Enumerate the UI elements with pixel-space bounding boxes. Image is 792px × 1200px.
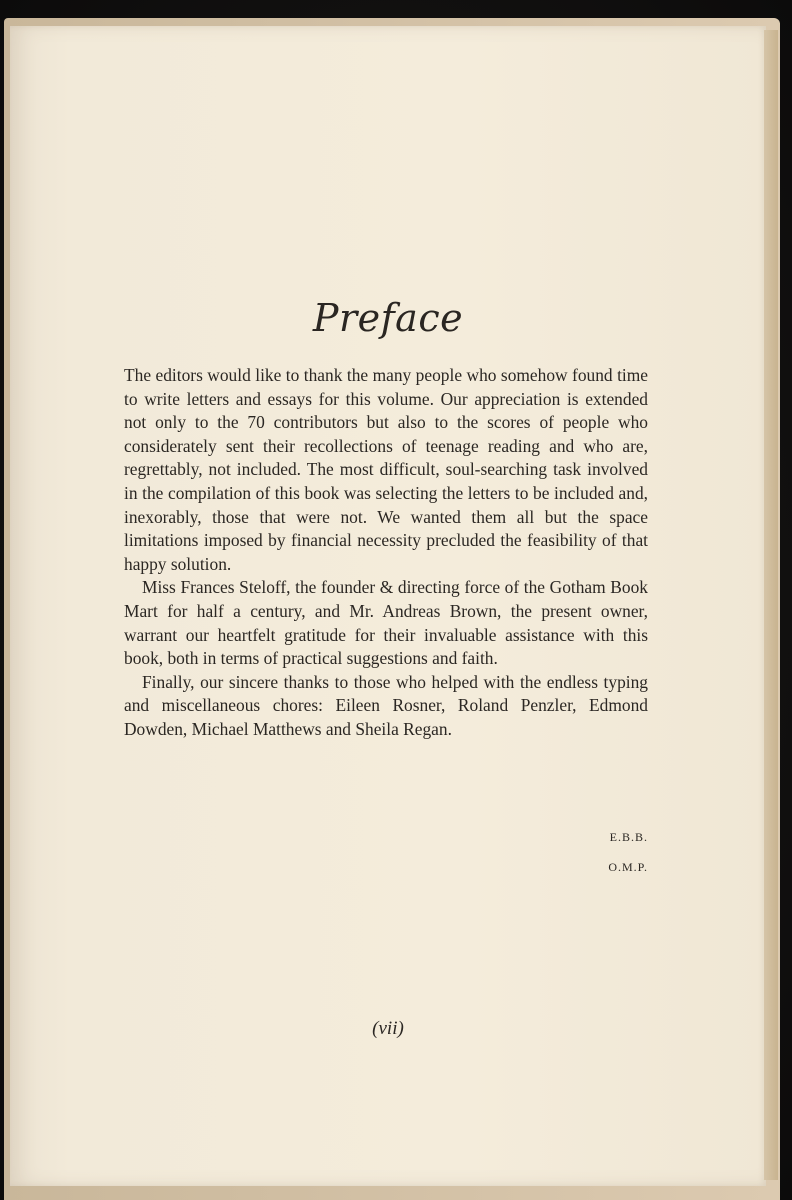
preface-body [124,364,648,742]
initials-omp: O.M.P. [608,860,648,874]
editor-initials [10,822,648,882]
book-spine-edge [764,30,778,1180]
page-title: Preface [312,296,464,340]
page-number: (vii) [372,1018,404,1039]
initials-ebb: E.B.B. [609,830,648,844]
paragraph-3: Finally, our sincere thanks to those who helped with the endless typing and miscellaneous chores: Eileen Rosner, Roland Penzler, Edmond Dowden, Michael Matthews and Sheila Regan. [124,671,648,739]
paragraph-1: The editors would like to thank the many people who somehow found time to write letters and essays for this volume. Our appreciation is extended not only to the 70 contributors but also to the scores of people who considerately sent their recollections of teenage reading and who are, regrettably, not included. The most difficult, soul-searching task involved in the compilation of this book was selecting the letters to be included and, inexorably, those that were not. We wanted them all but the space limitations imposed by financial necessity precluded the feasibility of that happy solution. [124,365,648,574]
paragraph-2: Miss Frances Steloff, the founder & directing force of the Gotham Book Mart for half a century, and Mr. Andreas Brown, the present owner, warrant our heartfelt gratitude for their invaluable assistance with this book, both in terms of practical suggestions and faith. [124,577,648,669]
book-page [10,26,766,1186]
